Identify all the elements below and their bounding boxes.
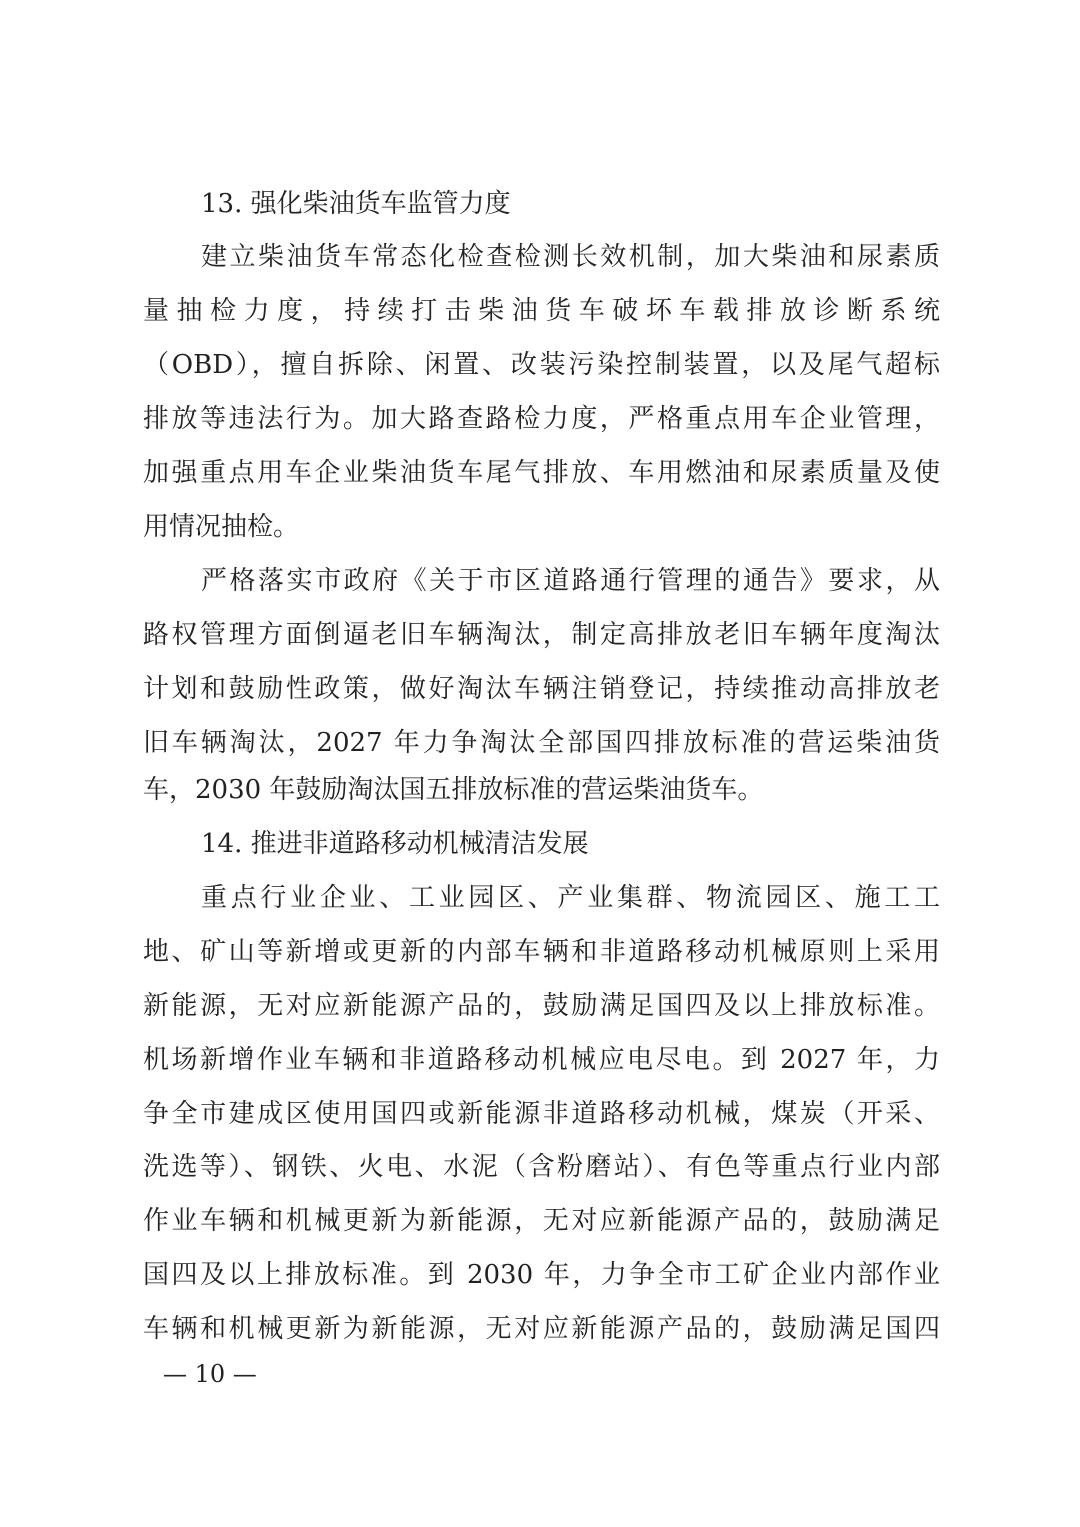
section-13-heading: 13. 强化柴油货车监管力度 [201, 189, 511, 219]
paragraph-line: （OBD），擅自拆除、闲置、改装污染控制装置，以及尾气超标 [143, 350, 940, 380]
paragraph-line: 重点行业企业、工业园区、产业集群、物流园区、施工工 [201, 883, 940, 913]
paragraph-line: 机场新增作业车辆和非道路移动机械应电尽电。到 2027 年，力 [143, 1045, 940, 1075]
page-number: — 10 — [163, 1360, 257, 1388]
paragraph-line: 旧车辆淘汰，2027 年力争淘汰全部国四排放标准的营运柴油货 [143, 728, 940, 758]
paragraph-line: 用情况抽检。 [143, 512, 300, 542]
paragraph-line: 路权管理方面倒逼老旧车辆淘汰，制定高排放老旧车辆年度淘汰 [143, 620, 940, 650]
paragraph-line: 车辆和机械更新为新能源，无对应新能源产品的，鼓励满足国四 [143, 1314, 940, 1344]
paragraph-line: 新能源，无对应新能源产品的，鼓励满足国四及以上排放标准。 [143, 991, 940, 1021]
paragraph-line: 洗选等）、钢铁、火电、水泥（含粉磨站）、有色等重点行业内部 [143, 1152, 940, 1182]
paragraph-line: 作业车辆和机械更新为新能源，无对应新能源产品的，鼓励满足 [143, 1206, 940, 1236]
paragraph-line: 计划和鼓励性政策，做好淘汰车辆注销登记，持续推动高排放老 [143, 674, 940, 704]
paragraph-line: 车，2030 年鼓励淘汰国五排放标准的营运柴油货车。 [143, 775, 764, 805]
paragraph-line: 加强重点用车企业柴油货车尾气排放、车用燃油和尿素质量及使 [143, 458, 940, 488]
paragraph-line: 争全市建成区使用国四或新能源非道路移动机械，煤炭（开采、 [143, 1099, 940, 1129]
paragraph-line: 地、矿山等新增或更新的内部车辆和非道路移动机械原则上采用 [143, 937, 940, 967]
section-14-heading: 14. 推进非道路移动机械清洁发展 [201, 829, 589, 859]
paragraph-line: 量抽检力度，持续打击柴油货车破坏车载排放诊断系统 [143, 296, 940, 326]
paragraph-line: 建立柴油货车常态化检查检测长效机制，加大柴油和尿素质 [201, 242, 940, 272]
paragraph-line: 国四及以上排放标准。到 2030 年，力争全市工矿企业内部作业 [143, 1260, 940, 1290]
paragraph-line: 严格落实市政府《关于市区道路通行管理的通告》要求，从 [201, 566, 940, 596]
paragraph-line: 排放等违法行为。加大路查路检力度，严格重点用车企业管理， [143, 404, 940, 434]
